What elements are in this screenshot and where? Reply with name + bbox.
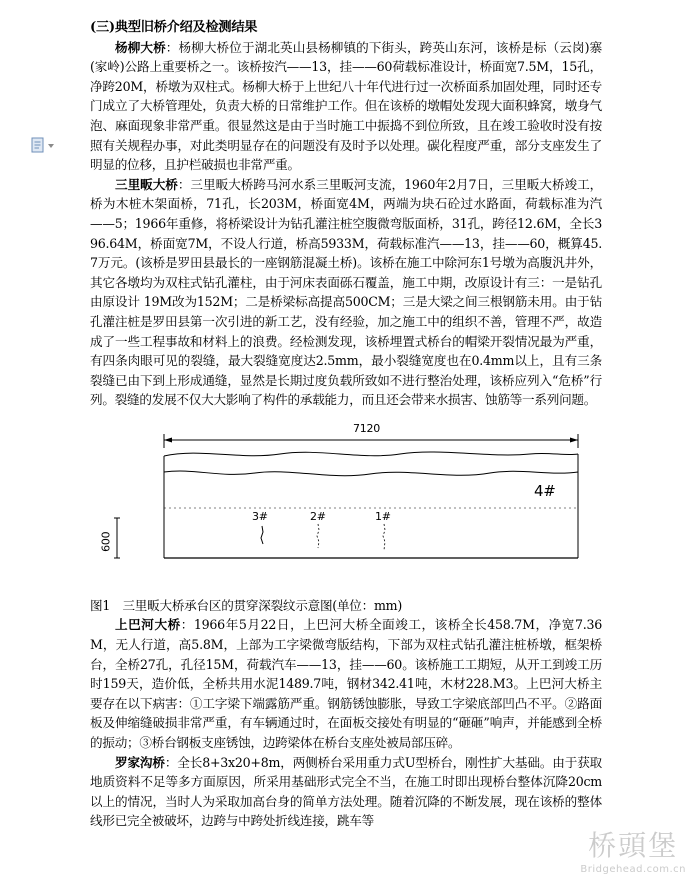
- paragraph-text: ：三里畈大桥跨马河水系三里畈河支流，1960年2月7日，三里畈大桥竣工，桥为木桩木架面桥，71孔，长203M，桥面宽4M，两端为块石砼过水路面，荷载标准为汽——5；1966年重修，将桥梁设计为钻孔灌注桩空腹微弯版面桥，31孔，跨径12.6M，全长396.64M，桥面宽7M，不设人行道，桥高5933M，荷载标准汽——13，挂——60，概算45.7万元。(该桥是罗田县最长的一座钢筋混凝土桥)。该桥在施工中除河东1号墩为高腹汎井外，其它各墩均为双柱式钻孔灌柱，由于河床表面砾石覆盖，施工中期，改原设计有三：一是钻孔由原设计 19M改为152M；二是桥梁标高提高500CM；三是大梁之间三根钢筋未用。由于钻孔灌注桩是罗田县第一次引进的新工艺，没有经验，加之施工中的组织不善，管理不严，故造成了一些工程事故和材料上的浪费。经检测发现，该桥埋置式桥台的帽梁开裂情况最为严重，有四条肉眼可见的裂缝，最大裂缝宽度达2.5mm，最小裂缝宽度也在0.4mm以上，且有三条裂缝已由下到上形成通缝，显然是长期过度负载所致如不进行整治处理，该桥应列入“危桥”行列。裂缝的发展不仅大大影响了构件的承载能力，而且还会带来水损害、蚀筋等一系列问题。: [90, 176, 603, 408]
- crack-label-2: 2#: [310, 509, 326, 523]
- watermark-url: Bridgehead.com.cn: [580, 864, 686, 875]
- paragraph-text: ：1966年5月22日，上巴河大桥全面竣工，该桥全长458.7M，净宽7.36M，无人行道，高5.8M，上部为工字梁微弯版结构，下部为双柱式钻孔灌注桩桥墩，框架桥台，全桥27孔，孔径15M，荷载汽车——13，挂——60。该桥施工工期短，从开工到竣工历时159天，造价低，全桥共用水泥1489.7吨，钢材342.41吨，木材228.M3。上巴河大桥主要存在以下病害：①工字梁下端露筋严重。钢筋锈蚀膨胀，导致工字梁底部凹凸不平。②路面板及伸缩缝破损非常严重，有车辆通过时，在面板交接处有明显的“砸砸”响声，并能感到全桥的振动；③桥台钢板支座锈蚀，边跨梁体在桥台支座处被局部压碎。: [90, 617, 602, 751]
- crack-label-1: 1#: [375, 509, 391, 523]
- crack-label-3: 3#: [252, 509, 268, 523]
- dimension-label: 7120: [353, 421, 380, 435]
- paragraph-text: ：杨柳大桥位于湖北英山县杨柳镇的下街头，跨英山东河，该桥是标（云岗)寨(家岭)公路上重要桥之一。该桥按汽——13，挂——60荷载标准设计，桥面宽7.5M，15孔，净跨20M，桥墩为双柱式。杨柳大桥于上世纪八十年代进行过一次桥面系加固处理，同时还专门成立了大桥管理处，负责大桥的日常维护工作。但在该桥的墩帽处发现大面积蜂窝，墩身气泡、麻面现象非常严重。很显然这是由于当时施工中振捣不到位所致，且在竣工验收时没有按照有关规程办事，对此类明显存在的问题没有及时予以处理。碳化程度严重，部分支座发生了明显的位移，且护栏破损也非常严重。: [90, 39, 603, 173]
- watermark-text: 桥頭堡: [588, 829, 679, 862]
- paragraph-text: ：全长8+3x20+8m，两侧桥台采用重力式U型桥台，刚性扩大基础。由于获取地质资料不足等多方面原因，所采用基础形式完全不当，在施工时即出现桥台整体沉降20cm以上的情况，当时人为采取加高台身的简单方法处理。随着沉降的不断发展，现在该桥的整体线形已完全被破坏，边跨与中跨处折线连接，跳车等: [90, 754, 603, 829]
- figure-caption: 图1 三里畈大桥承台区的贯穿深裂纹示意图(单位：mm): [90, 597, 403, 613]
- paragraph-shangbahe: [90, 615, 602, 752]
- paragraph-luojiagou: [90, 753, 602, 831]
- paragraph-sanlifan: [90, 175, 602, 410]
- section-heading: (三)典型旧桥介绍及检测结果: [90, 20, 258, 35]
- height-label: 600: [99, 531, 113, 552]
- pier-label: 4#: [534, 481, 556, 500]
- document-icon[interactable]: [30, 137, 58, 155]
- bridge-title: 杨柳大桥: [115, 39, 166, 55]
- crack-diagram: [90, 418, 602, 596]
- bridge-title: 罗家沟桥: [115, 754, 165, 770]
- bridge-title: 三里畈大桥: [115, 176, 178, 192]
- paragraph-yangliu: [90, 38, 602, 175]
- bridge-title: 上巴河大桥: [115, 617, 181, 633]
- watermark: [580, 824, 686, 875]
- document-body: [90, 18, 602, 831]
